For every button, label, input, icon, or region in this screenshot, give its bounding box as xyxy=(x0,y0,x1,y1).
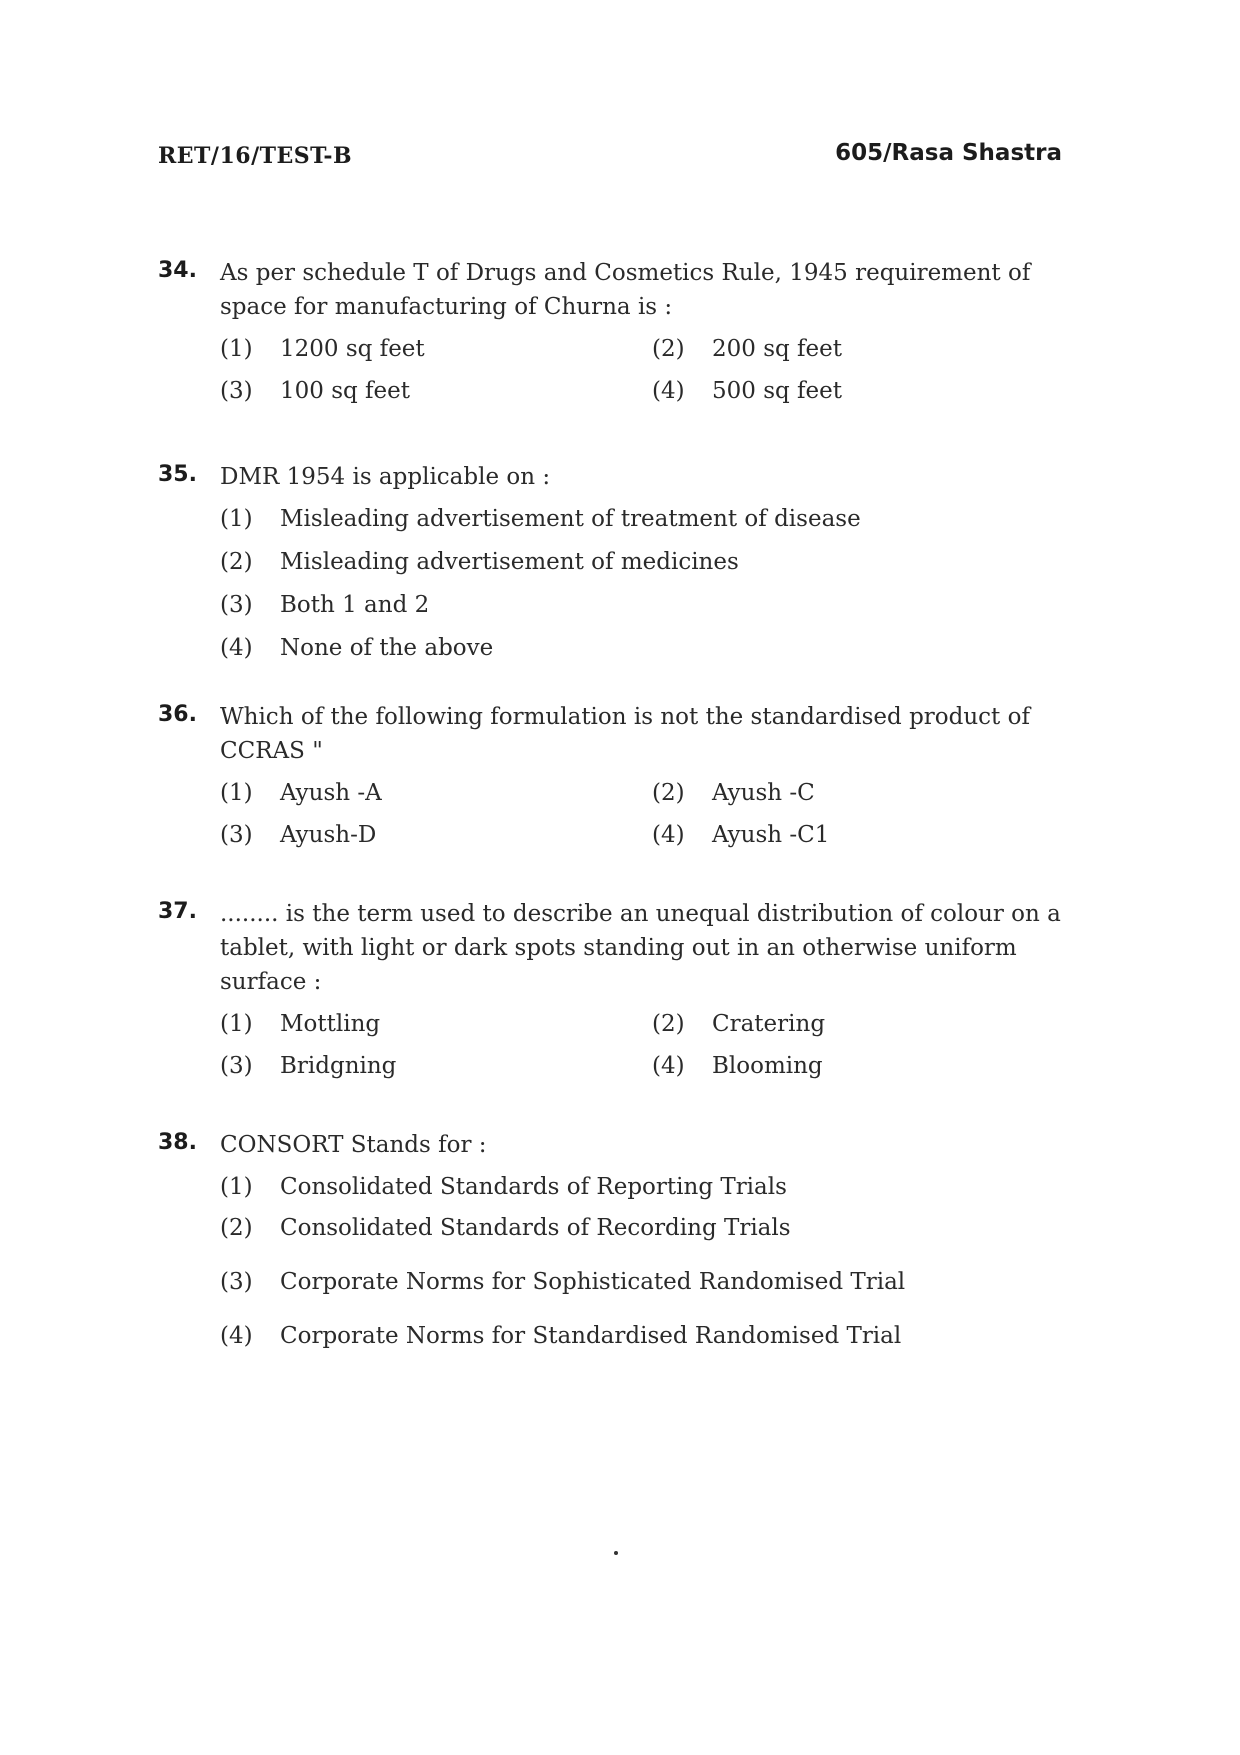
option-text: 100 sq feet xyxy=(280,378,411,404)
option-number: (2) xyxy=(652,780,685,806)
question-35 xyxy=(158,460,1073,674)
options xyxy=(220,776,1073,852)
option-1 xyxy=(220,332,652,366)
option-4 xyxy=(220,631,1073,665)
question-text: Which of the following formulation is not the standardised product of CCRAS " xyxy=(220,704,1030,764)
option-text: Consolidated Standards of Recording Trials xyxy=(280,1215,791,1241)
option-number: (2) xyxy=(652,1011,685,1037)
option-number: (2) xyxy=(220,1215,253,1241)
option-2 xyxy=(652,1007,1084,1041)
option-number: (1) xyxy=(220,780,253,806)
option-4 xyxy=(652,1049,1084,1083)
option-text: Ayush -A xyxy=(280,780,382,806)
option-text: Corporate Norms for Sophisticated Randomised Trial xyxy=(280,1269,906,1295)
question-text: As per schedule T of Drugs and Cosmetics Rule, 1945 requirement of space for manufacturing of Churna is : xyxy=(220,260,1031,320)
option-number: (4) xyxy=(220,1323,253,1349)
option-number: (2) xyxy=(652,336,685,362)
option-2 xyxy=(220,1211,1073,1245)
option-text: Misleading advertisement of medicines xyxy=(280,549,739,575)
options xyxy=(220,502,1073,674)
option-number: (1) xyxy=(220,506,253,532)
option-3 xyxy=(220,588,1073,622)
option-4 xyxy=(220,1319,1073,1353)
question-text: ........ is the term used to describe an unequal distribution of colour on a tablet, with light or dark spots standing out in an otherwise uniform surface : xyxy=(220,901,1061,995)
option-number: (4) xyxy=(652,822,685,848)
question-37 xyxy=(158,897,1073,1083)
option-2 xyxy=(652,332,1084,366)
question-36 xyxy=(158,700,1073,852)
option-text: Consolidated Standards of Reporting Trials xyxy=(280,1174,787,1200)
options xyxy=(220,1170,1073,1373)
option-3 xyxy=(220,374,652,408)
option-1 xyxy=(220,1170,1073,1204)
page-mark xyxy=(614,1551,618,1555)
question-38 xyxy=(158,1128,1073,1373)
option-number: (3) xyxy=(220,592,253,618)
option-text: Bridgning xyxy=(280,1053,397,1079)
subject-title: 605/Rasa Shastra xyxy=(835,140,1062,166)
option-text: Ayush -C1 xyxy=(712,822,830,848)
question-number: 38. xyxy=(158,1130,197,1155)
option-4 xyxy=(652,374,1084,408)
option-3 xyxy=(220,1265,1073,1299)
options xyxy=(220,1007,1073,1083)
question-34 xyxy=(158,256,1073,408)
option-number: (3) xyxy=(220,1053,253,1079)
option-number: (4) xyxy=(652,378,685,404)
option-text: Misleading advertisement of treatment of disease xyxy=(280,506,861,532)
option-2 xyxy=(220,545,1073,579)
option-3 xyxy=(220,818,652,852)
option-text: 1200 sq feet xyxy=(280,336,425,362)
option-number: (2) xyxy=(220,549,253,575)
option-number: (3) xyxy=(220,1269,253,1295)
question-text: DMR 1954 is applicable on : xyxy=(220,464,551,490)
option-text: 500 sq feet xyxy=(712,378,843,404)
option-text: 200 sq feet xyxy=(712,336,843,362)
option-text: Mottling xyxy=(280,1011,381,1037)
option-1 xyxy=(220,776,652,810)
question-number: 35. xyxy=(158,462,197,487)
question-number: 37. xyxy=(158,899,197,924)
option-1 xyxy=(220,502,1073,536)
option-text: Blooming xyxy=(712,1053,823,1079)
option-text: None of the above xyxy=(280,635,494,661)
exam-code: RET/16/TEST-B xyxy=(158,143,353,169)
option-text: Ayush -C xyxy=(712,780,815,806)
option-text: Corporate Norms for Standardised Randomised Trial xyxy=(280,1323,902,1349)
option-number: (1) xyxy=(220,1174,253,1200)
option-number: (3) xyxy=(220,822,253,848)
option-text: Ayush-D xyxy=(280,822,377,848)
option-4 xyxy=(652,818,1084,852)
option-number: (1) xyxy=(220,336,253,362)
option-number: (3) xyxy=(220,378,253,404)
question-text: CONSORT Stands for : xyxy=(220,1132,487,1158)
question-number: 36. xyxy=(158,702,197,727)
options xyxy=(220,332,1073,408)
option-text: Both 1 and 2 xyxy=(280,592,430,618)
question-number: 34. xyxy=(158,258,197,283)
option-number: (1) xyxy=(220,1011,253,1037)
option-number: (4) xyxy=(652,1053,685,1079)
option-3 xyxy=(220,1049,652,1083)
option-number: (4) xyxy=(220,635,253,661)
option-text: Cratering xyxy=(712,1011,826,1037)
option-2 xyxy=(652,776,1084,810)
option-1 xyxy=(220,1007,652,1041)
